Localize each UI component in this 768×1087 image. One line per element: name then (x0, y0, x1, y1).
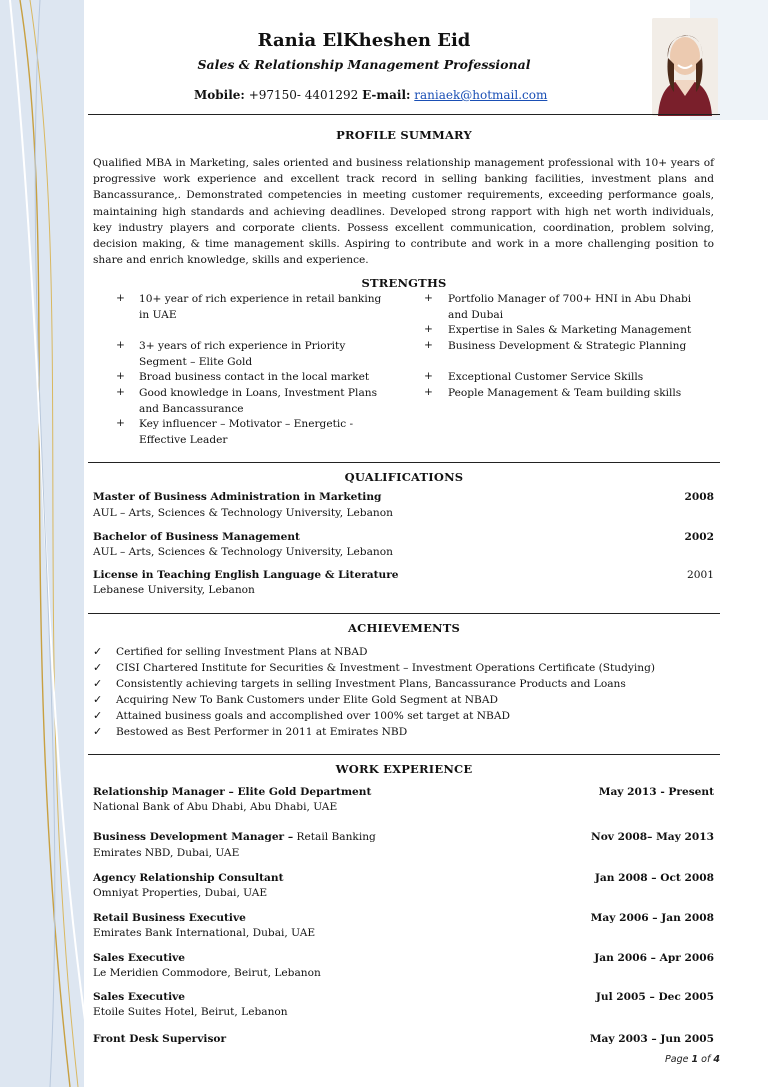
check-icon: ✓ (93, 661, 103, 674)
job-dates: May 2006 – Jan 2008 (590, 912, 714, 924)
divider (88, 754, 720, 755)
qualification-degree: License in Teaching English Language & Literature (93, 569, 399, 581)
page-label: Page (665, 1054, 689, 1065)
qualification-degree: Master of Business Administration in Marketing (93, 491, 382, 503)
job-role-title: Front Desk Supervisor (93, 1033, 227, 1045)
page-number (665, 1054, 720, 1065)
bullet: + (424, 339, 433, 351)
bullet: + (116, 386, 125, 398)
qualification-year: 2002 (684, 531, 714, 543)
check-icon: ✓ (93, 709, 103, 722)
page-total: 4 (713, 1054, 720, 1065)
work-heading: WORK EXPERIENCE (335, 762, 473, 776)
check-icon: ✓ (93, 693, 103, 706)
profile-heading: PROFILE SUMMARY (336, 128, 472, 142)
bullet: + (424, 386, 433, 398)
job-dates: Jan 2008 – Oct 2008 (594, 872, 714, 884)
qualification-school: AUL – Arts, Sciences & Technology University, Lebanon (93, 507, 393, 519)
job-role (93, 912, 246, 924)
achievement-item: CISI Chartered Institute for Securities & Investment – Investment Operations Certificate (Studying) (116, 662, 655, 674)
achievement-item: Bestowed as Best Performer in 2011 at Emirates NBD (116, 726, 408, 738)
strength-item: 10+ year of rich experience in retail banking in UAE (139, 293, 382, 321)
qualification-school: AUL – Arts, Sciences & Technology University, Lebanon (93, 546, 393, 558)
job-company: Emirates Bank International, Dubai, UAE (93, 927, 316, 939)
job-dates: Nov 2008– May 2013 (591, 831, 714, 843)
qualification-degree: Bachelor of Business Management (93, 531, 300, 543)
email-link[interactable]: raniaek@hotmail.com (414, 88, 548, 102)
job-company: Emirates NBD, Dubai, UAE (93, 847, 240, 859)
strength-item: Key influencer – Motivator – Energetic - Effective Leader (139, 418, 354, 446)
achievement-item: Consistently achieving targets in selling Investment Plans, Bancassurance Products and Loans (116, 678, 626, 690)
page-current: 1 (691, 1054, 699, 1065)
strength-item: 3+ years of rich experience in Priority Segment – Elite Gold (139, 340, 346, 368)
job-role (93, 786, 371, 798)
mobile-label: Mobile: (194, 88, 245, 102)
bullet: + (424, 292, 433, 304)
check-icon: ✓ (93, 645, 103, 658)
bullet: + (116, 417, 125, 429)
qualification-year: 2008 (684, 491, 714, 503)
job-role-title: Relationship Manager – Elite Gold Department (93, 786, 372, 798)
qualification-school: Lebanese University, Lebanon (93, 584, 255, 596)
bullet: + (116, 339, 125, 351)
job-role-title: Agency Relationship Consultant (93, 872, 284, 884)
strengths-heading: STRENGTHS (361, 276, 447, 290)
job-dates: May 2003 – Jun 2005 (589, 1033, 714, 1045)
page-of-label: of (701, 1054, 711, 1065)
divider (88, 114, 720, 115)
bullet: + (424, 370, 433, 382)
job-role-title: Retail Business Executive (93, 912, 246, 924)
job-role (93, 831, 376, 843)
bullet: + (116, 292, 125, 304)
strength-item: Expertise in Sales & Marketing Management (448, 324, 692, 336)
bullet: + (424, 323, 433, 335)
job-role-title: Sales Executive (93, 952, 186, 964)
job-dates: Jan 2006 – Apr 2006 (594, 952, 714, 964)
strength-item: People Management & Team building skills (448, 387, 682, 399)
strength-item: Exceptional Customer Service Skills (448, 371, 644, 383)
job-company: Etoile Suites Hotel, Beirut, Lebanon (93, 1006, 288, 1018)
job-company: National Bank of Abu Dhabi, Abu Dhabi, UAE (93, 801, 338, 813)
job-dates: Jul 2005 – Dec 2005 (595, 991, 714, 1003)
qualification-year: 2001 (687, 569, 714, 581)
achievement-item: Certified for selling Investment Plans at NBAD (116, 646, 368, 658)
job-role-title: Sales Executive (93, 991, 186, 1003)
mobile-value: +97150- 4401292 (248, 88, 359, 102)
achievements-heading: ACHIEVEMENTS (347, 621, 461, 635)
job-role (93, 1033, 226, 1045)
profile-photo (652, 18, 718, 116)
achievement-item: Attained business goals and accomplished over 100% set target at NBAD (116, 710, 510, 722)
job-dates: May 2013 - Present (598, 786, 714, 798)
job-company: Le Meridien Commodore, Beirut, Lebanon (93, 967, 321, 979)
job-role-extra: Retail Banking (293, 831, 376, 843)
profile-text: Qualified MBA in Marketing, sales oriented and business relationship management professional with 10+ years of progressive work experience and excellent track record in selling banking facilities, investment plans and Bancassurance,. Demonstrated competencies in meeting customer requirements, exceeding performance goals, maintaining high standards and achieving deadlines. Developed strong rapport with high net worth individuals, key industry players and corporate clients. Possess excellent communication, coordination, problem solving, decision making, & time management skills. Aspiring to contribute and work in a more challenging position to share and enrich knowledge, skills and experience. (93, 157, 714, 267)
contact-line (194, 88, 547, 102)
email-label: E-mail: (362, 88, 411, 102)
check-icon: ✓ (93, 677, 103, 690)
job-role (93, 952, 185, 964)
candidate-name: Rania ElKheshen Eid (257, 30, 471, 51)
job-company: Omniyat Properties, Dubai, UAE (93, 887, 268, 899)
job-role (93, 872, 284, 884)
strength-item: Portfolio Manager of 700+ HNI in Abu Dhabi and Dubai (448, 293, 692, 321)
strength-item: Business Development & Strategic Planning (448, 340, 687, 352)
job-role (93, 991, 185, 1003)
candidate-title: Sales & Relationship Management Professional (197, 57, 531, 72)
qualifications-heading: QUALIFICATIONS (344, 470, 464, 484)
divider (88, 613, 720, 614)
strength-item: Broad business contact in the local market (139, 371, 370, 383)
achievement-item: Acquiring New To Bank Customers under Elite Gold Segment at NBAD (116, 694, 498, 706)
strength-item: Good knowledge in Loans, Investment Plans and Bancassurance (139, 387, 378, 415)
bullet: + (116, 370, 125, 382)
job-role-title: Business Development Manager – (93, 831, 294, 843)
check-icon: ✓ (93, 725, 103, 738)
divider (88, 462, 720, 463)
